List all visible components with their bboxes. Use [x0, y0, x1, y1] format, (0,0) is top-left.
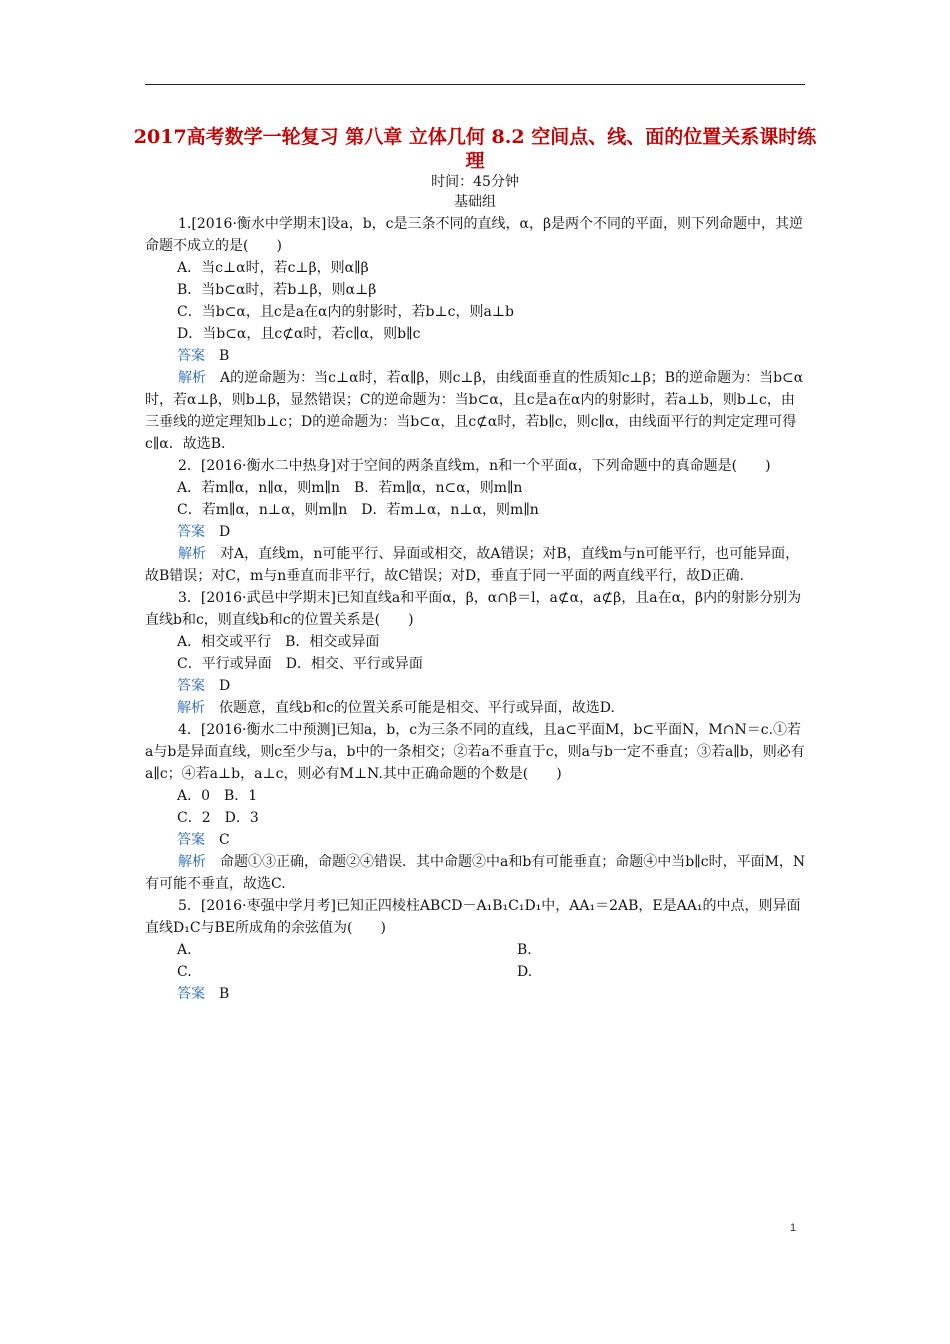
question-3-options-cd: C．平行或异面 D．相交、平行或异面: [177, 656, 423, 672]
question-5-option-b: B.: [517, 942, 532, 958]
question-2-answer: [145, 521, 807, 543]
analysis-label: 解析: [177, 700, 205, 716]
answer-value: B: [219, 986, 230, 1002]
question-5-option-c: C.: [177, 964, 192, 980]
analysis-text: 对A，直线m，n可能平行、异面或相交，故A错误；对B，直线m与n可能平行，也可能异面，故B错误；对C，m与n垂直而非平行，故C错误；对D，垂直于同一平面的两直线平行，故D正确.: [145, 546, 800, 584]
group-heading: 基础组: [454, 194, 496, 210]
analysis-label: 解析: [178, 546, 206, 562]
question-1-option-c: C．当b⊂α，且c是a在α内的射影时，若b⊥c，则a⊥b: [177, 304, 514, 320]
time-line: 时间：45分钟: [431, 174, 519, 190]
question-1-option-d: D．当b⊂α，且c⊄α时，若c∥α，则b∥c: [177, 326, 421, 342]
page-number: 1: [790, 1222, 797, 1234]
question-4-options-ab: A．0 B．1: [177, 788, 258, 804]
question-1-option-a: A．当c⊥α时，若c⊥β，则α∥β: [177, 260, 369, 276]
question-4-answer: [145, 829, 807, 851]
question-5-option-a: A.: [177, 942, 192, 958]
question-4-stem: 4．[2016·衡水二中预测]已知a，b，c为三条不同的直线，且a⊂平面M，b⊂平面N，M∩N＝c.①若a与b是异面直线，则c至少与a，b中的一条相交；②若a不垂直于c，则a与b一定不垂直；③若a∥b，则必有a∥c；④若a⊥b，a⊥c，则必有M⊥N.其中正确命题的个数是( ): [145, 722, 805, 782]
answer-value: D: [219, 678, 231, 694]
header-rule: [145, 84, 805, 85]
answer-label: 答案: [177, 986, 205, 1002]
question-3-analysis: [145, 697, 807, 719]
question-2-options-ab: A．若m∥α，n∥α，则m∥n B．若m∥α，n⊂α，则m∥n: [177, 480, 523, 496]
answer-value: C: [219, 832, 230, 848]
document-body: [145, 213, 807, 1005]
analysis-text: 命题①③正确，命题②④错误．其中命题②中a和b有可能垂直；命题④中当b∥c时，平面M，N有可能不垂直，故选C.: [145, 854, 806, 892]
question-1-answer: [145, 345, 807, 367]
answer-label: 答案: [177, 832, 205, 848]
question-5-stem: 5．[2016·枣强中学月考]已知正四棱柱ABCD－A₁B₁C₁D₁中，AA₁＝2AB，E是AA₁的中点，则异面直线D₁C与BE所成角的余弦值为( ): [145, 898, 801, 936]
analysis-label: 解析: [178, 370, 206, 386]
analysis-text: 依题意，直线b和c的位置关系可能是相交、平行或异面，故选D.: [219, 700, 615, 716]
question-1-stem: 1.[2016·衡水中学期末]设a，b，c是三条不同的直线，α，β是两个不同的平面，则下列命题中，其逆命题不成立的是( ): [145, 216, 804, 254]
question-5-answer: [145, 983, 807, 1005]
answer-label: 答案: [177, 678, 205, 694]
answer-label: 答案: [177, 524, 205, 540]
question-3-options-ab: A．相交或平行 B．相交或异面: [177, 634, 380, 650]
question-2-options-cd: C．若m∥α，n⊥α，则m∥n D．若m⊥α，n⊥α，则m∥n: [177, 502, 539, 518]
question-1-option-b: B．当b⊂α时，若b⊥β，则α⊥β: [177, 282, 377, 298]
question-1-analysis: [145, 367, 807, 455]
question-3-answer: [145, 675, 807, 697]
question-4-analysis: [145, 851, 807, 895]
answer-label: 答案: [177, 348, 205, 364]
question-3-stem: 3．[2016·武邑中学期末]已知直线a和平面α，β，α∩β＝l，a⊄α，a⊄β，且a在α，β内的射影分别为直线b和c，则直线b和c的位置关系是( ): [145, 590, 802, 628]
question-4-options-cd: C．2 D．3: [177, 810, 259, 826]
page-title: 2017高考数学一轮复习 第八章 立体几何 8.2 空间点、线、面的位置关系课时练 理: [133, 126, 817, 172]
question-5-option-d: D.: [517, 964, 533, 980]
answer-value: B: [219, 348, 230, 364]
analysis-text: A的逆命题为：当c⊥α时，若α∥β，则c⊥β，由线面垂直的性质知c⊥β；B的逆命题为：当b⊂α时，若α⊥β，则b⊥β，显然错误；C的逆命题为：当b⊂α，且c是a在α内的射影时，若a⊥b，则b⊥c，由三垂线的逆定理知b⊥c；D的逆命题为：当b⊂α，且c⊄α时，若b∥c，则c∥α，由线面平行的判定定理可得c∥α．故选B.: [145, 370, 804, 452]
analysis-label: 解析: [178, 854, 206, 870]
question-5-options: [145, 939, 807, 983]
question-2-analysis: [145, 543, 807, 587]
question-2-stem: 2．[2016·衡水二中热身]对于空间的两条直线m，n和一个平面α，下列命题中的真命题是( ): [178, 458, 771, 474]
answer-value: D: [219, 524, 231, 540]
